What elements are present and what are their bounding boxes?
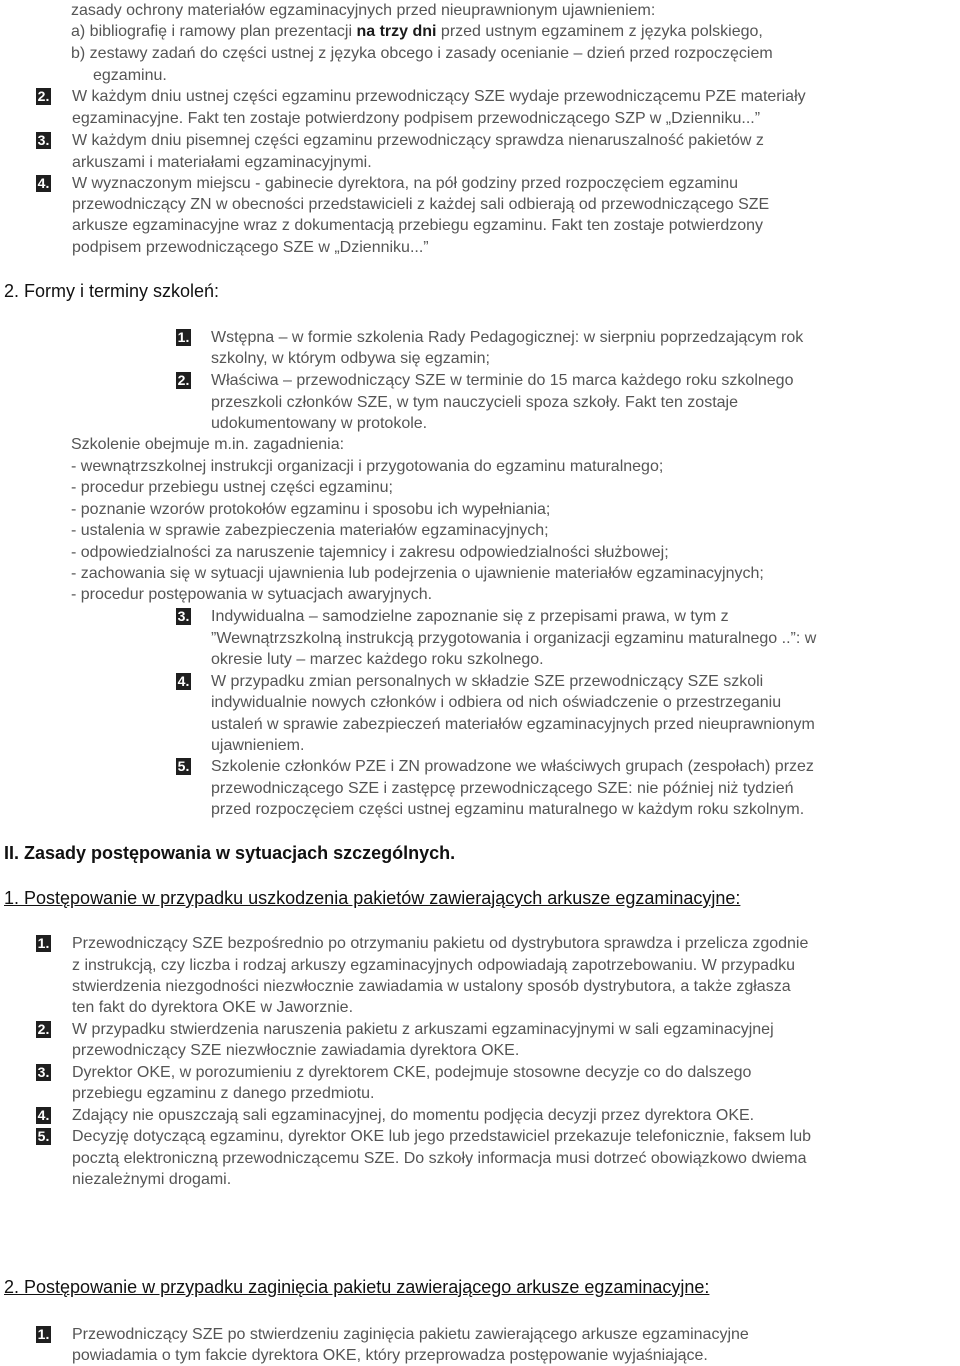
list-item-text: Właściwa – przewodniczący SZE w terminie do 15 marca każdego roku szkolnego — [211, 372, 794, 389]
intro-line-3: b) zestawy zadań do części ustnej z języka obcego i zasady ocenianie – dzień przed rozpoczęciem — [71, 45, 773, 62]
list-item-text: niezależnymi drogami. — [72, 1171, 232, 1188]
list-item-text: ustaleń w sprawie zabezpieczeń materiałów egzaminacyjnych przed nieuprawnionym — [211, 716, 815, 733]
training-item: - procedur postępowania w sytuacjach awaryjnych. — [71, 586, 433, 603]
intro-line-4: egzaminu. — [93, 67, 167, 84]
list-item-text: arkuszami i materiałami egzaminacyjnymi. — [72, 154, 372, 171]
list-item-text: powiadamia o tym fakcie dyrektora OKE, który przeprowadza postępowanie wyjaśniające. — [72, 1347, 708, 1364]
subsection-heading-1: 1. Postępowanie w przypadku uszkodzenia pakietów zawierających arkusze egzaminacyjne: — [4, 888, 741, 908]
list-item-text: przewodniczący ZN w obecności przedstawicieli z każdej sali odbierają od przewodniczącego SZE — [72, 196, 770, 213]
training-item: - odpowiedzialności za naruszenie tajemnicy i zakresu odpowiedzialności służbowej; — [71, 544, 669, 561]
intro-line-2-pre: a) bibliografię i ramowy plan prezentacji — [71, 23, 357, 40]
list-item-text: z instrukcją, czy liczba i rodzaj arkuszy egzaminacyjnych odpowiadają zapotrzebowaniu. W przypadku — [72, 957, 795, 974]
training-item: - ustalenia w sprawie zabezpieczenia materiałów egzaminacyjnych; — [71, 522, 549, 539]
list-number: 4. — [177, 673, 190, 689]
training-item: - poznanie wzorów protokołów egzaminu i sposobu ich wypełniania; — [71, 501, 551, 518]
list-item-text: przebiegu egzaminu z danego przedmiotu. — [72, 1085, 375, 1102]
list-number: 5. — [37, 1128, 50, 1144]
training-item: - zachowania się w sytuacji ujawnienia lub podejrzenia o ujawnienie materiałów egzaminacyjnych; — [71, 565, 764, 582]
list-number: 2. — [37, 88, 50, 104]
list-number: 4. — [37, 1107, 50, 1123]
list-item-text: W przypadku zmian personalnych w składzie SZE przewodniczący SZE szkoli — [211, 673, 764, 690]
list-item-text: W każdym dniu pisemnej części egzaminu przewodniczący sprawdza nienaruszalność pakietów z — [72, 132, 764, 149]
list-item-text: arkusze egzaminacyjne wraz z dokumentacją przebiegu egzaminu. Fakt ten zostaje potwierdzony — [72, 217, 764, 234]
list-item-text: przewodniczącego SZE i zastępcę przewodniczącego SZE: nie później niż tydzień — [211, 780, 794, 797]
list-number: 4. — [37, 175, 50, 191]
list-item-text: Indywidualna – samodzielne zapoznanie się z przepisami prawa, w tym z — [211, 608, 729, 625]
list-item-text: stwierdzenia niezgodności niezwłocznie zawiadamia w ustalony sposób dystrybutora, a także zgłasza — [72, 978, 791, 995]
list-item-text: szkolny, w którym odbywa się egzamin; — [211, 350, 490, 367]
list-item-text: Wstępna – w formie szkolenia Rady Pedagogicznej: w sierpniu poprzedzającym rok — [211, 329, 804, 346]
list-item-text: egzaminacyjne. Fakt ten zostaje potwierdzony podpisem przewodniczącego SZP w „Dzienniku...” — [72, 110, 761, 127]
list-item-text: przewodniczący SZE niezwłocznie zawiadamia dyrektora OKE. — [72, 1042, 520, 1059]
list-number: 2. — [177, 372, 190, 388]
list-item-text: W każdym dniu ustnej części egzaminu przewodniczący SZE wydaje przewodniczącemu PZE materiały — [72, 88, 806, 105]
list-item-text: W przypadku stwierdzenia naruszenia pakietu z arkuszami egzaminacyjnymi w sali egzaminacyjnej — [72, 1021, 774, 1038]
list-number: 3. — [37, 1064, 50, 1080]
list-item-text: ujawnieniem. — [211, 737, 305, 754]
list-number: 3. — [37, 132, 50, 148]
list-number: 1. — [177, 329, 190, 345]
list-item-text: Dyrektor OKE, w porozumieniu z dyrektorem CKE, podejmuje stosowne decyzje co do dalszego — [72, 1064, 752, 1081]
list-item-text: W wyznaczonym miejscu - gabinecie dyrektora, na pół godziny przed rozpoczęciem egzaminu — [72, 175, 739, 192]
intro-line-2-post: przed ustnym egzaminem z języka polskiego, — [436, 23, 763, 40]
intro-line-2 — [71, 21, 763, 42]
list-item-text: okresie luty – marzec każdego roku szkolnego. — [211, 651, 544, 668]
intro-line-1: zasady ochrony materiałów egzaminacyjnych przed nieuprawnionym ujawnieniem: — [71, 2, 656, 19]
list-number: 2. — [37, 1021, 50, 1037]
subsection-heading-2: 2. Postępowanie w przypadku zaginięcia pakietu zawierającego arkusze egzaminacyjne: — [4, 1277, 710, 1297]
list-number: 5. — [177, 758, 190, 774]
list-number: 1. — [37, 1326, 50, 1342]
list-item-text: Zdający nie opuszczają sali egzaminacyjnej, do momentu podjęcia decyzji przez dyrektora OKE. — [72, 1107, 755, 1124]
list-item-text: indywidualnie nowych członków i odbiera od nich oświadczenie o przestrzeganiu — [211, 694, 782, 711]
list-item-text: ten fakt do dyrektora OKE w Jaworznie. — [72, 999, 354, 1016]
list-item-text: Przewodniczący SZE bezpośrednio po otrzymaniu pakietu od dystrybutora sprawdza i przelicza zgodnie — [72, 935, 809, 952]
list-item-text: przed rozpoczęciem części ustnej egzaminu maturalnego w każdym roku szkolnym. — [211, 801, 805, 818]
training-intro: Szkolenie obejmuje m.in. zagadnienia: — [71, 436, 345, 453]
list-number: 1. — [37, 935, 50, 951]
list-item-text: Szkolenie członków PZE i ZN prowadzone we właściwych grupach (zespołach) przez — [211, 758, 814, 775]
list-item-text: Decyzję dotyczącą egzaminu, dyrektor OKE lub jego przedstawiciel przekazuje telefonicznie, faksem lub — [72, 1128, 812, 1145]
training-item: - procedur przebiegu ustnej części egzaminu; — [71, 479, 393, 496]
list-item-text: Przewodniczący SZE po stwierdzeniu zaginięcia pakietu zawierającego arkusze egzaminacyjne — [72, 1326, 749, 1343]
list-item-text: ”Wewnątrzszkolną instrukcją przygotowania i organizacji egzaminu maturalnego ..”: w — [211, 630, 817, 647]
list-item-text: przeszkoli członków SZE, w tym nauczycieli spoza szkoły. Fakt ten zostaje — [211, 394, 738, 411]
section-heading: 2. Formy i terminy szkoleń: — [4, 281, 220, 301]
section-heading-ii: II. Zasady postępowania w sytuacjach szczególnych. — [4, 843, 456, 863]
list-number: 3. — [177, 608, 190, 624]
intro-line-2-bold: na trzy dni — [356, 23, 437, 40]
list-item-text: pocztą elektroniczną przewodniczącemu SZE. Do szkoły informacja musi dotrzeć obowiązkowo dwiema — [72, 1150, 807, 1167]
list-item-text: udokumentowany w protokole. — [211, 415, 428, 432]
list-item-text: podpisem przewodniczącego SZE w „Dzienniku...” — [72, 239, 429, 256]
training-item: - wewnątrzszkolnej instrukcji organizacji i przygotowania do egzaminu maturalnego; — [71, 458, 664, 475]
